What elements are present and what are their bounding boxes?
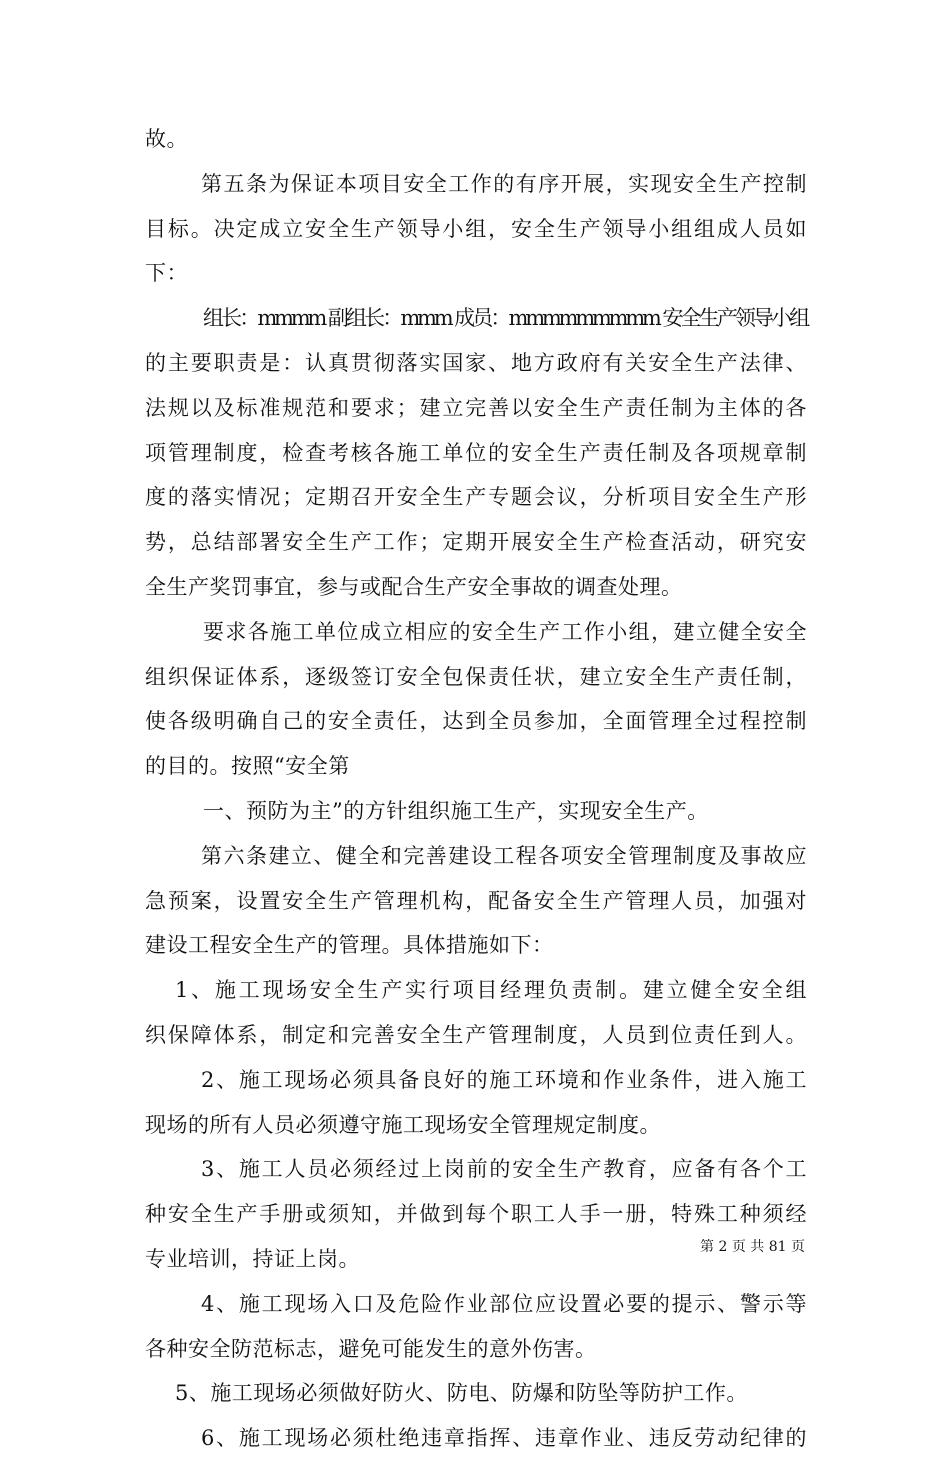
text-line: 组长：mmmm 副组长：mmm 成员：mmmmmmmmm 安全生产领导小组 (203, 306, 807, 331)
text-line: 度的落实情况；定期召开安全生产专题会议，分析项目安全生产形 (145, 485, 807, 510)
text-line: 4、施工现场入口及危险作业部位应设置必要的提示、警示等 (201, 1291, 807, 1316)
text-line: 要求各施工单位成立相应的安全生产工作小组，建立健全安全 (203, 619, 807, 644)
text-line: 种安全生产手册或须知，并做到每个职工人手一册，特殊工种须经 (145, 1202, 807, 1227)
text-line: 故。 (145, 127, 188, 151)
text-line: 第五条为保证本项目安全工作的有序开展，实现安全生产控制 (201, 171, 807, 196)
text-line: 使各级明确自己的安全责任，达到全员参加，全面管理全过程控制 (145, 709, 807, 734)
text-line: 下： (145, 261, 188, 286)
text-line: 全生产奖罚事宜，参与或配合生产安全事故的调查处理。 (145, 574, 683, 599)
text-line: 6、施工现场必须杜绝违章指挥、违章作业、违反劳动纪律的 (201, 1426, 807, 1451)
page-number-footer: 第 2 页 共 81 页 (700, 1239, 805, 1255)
text-line: 2、施工现场必须具备良好的施工环境和作业条件，进入施工 (201, 1067, 807, 1092)
text-line: 法规以及标准规范和要求；建立完善以安全生产责任制为主体的各 (145, 395, 807, 420)
text-line: 专业培训，持证上岗。 (145, 1246, 360, 1271)
text-line: 势，总结部署安全生产工作；定期开展安全生产检查活动，研究安 (145, 530, 807, 555)
text-line: 一、预防为主”的方针组织施工生产，实现安全生产。 (203, 798, 709, 823)
text-line: 组织保证体系，逐级签订安全包保责任状，建立安全生产责任制， (145, 664, 807, 689)
text-line: 各种安全防范标志，避免可能发生的意外伤害。 (145, 1336, 597, 1361)
document-body (145, 117, 807, 1461)
text-line: 建设工程安全生产的管理。具体措施如下： (145, 933, 554, 958)
text-line: 急预案，设置安全生产管理机构，配备安全生产管理人员，加强对 (145, 888, 807, 913)
text-line: 第六条建立、健全和完善建设工程各项安全管理制度及事故应 (201, 843, 807, 868)
text-line: 3、施工人员必须经过上岗前的安全生产教育，应备有各个工 (201, 1157, 807, 1182)
text-line: 目标。决定成立安全生产领导小组，安全生产领导小组组成人员如 (145, 216, 807, 241)
text-line: 的目的。按照“安全第 (145, 754, 350, 779)
text-line: 现场的所有人员必须遵守施工现场安全管理规定制度。 (145, 1112, 661, 1137)
text-line: 织保障体系，制定和完善安全生产管理制度，人员到位责任到人。 (145, 1022, 807, 1047)
text-line: 的主要职责是：认真贯彻落实国家、地方政府有关安全生产法律、 (145, 350, 807, 375)
text-line: 项管理制度，检查考核各施工单位的安全生产责任制及各项规章制 (145, 440, 807, 465)
text-line: 1、施工现场安全生产实行项目经理负责制。建立健全安全组 (175, 978, 807, 1003)
text-line: 5、施工现场必须做好防火、防电、防爆和防坠等防护工作。 (175, 1381, 748, 1406)
